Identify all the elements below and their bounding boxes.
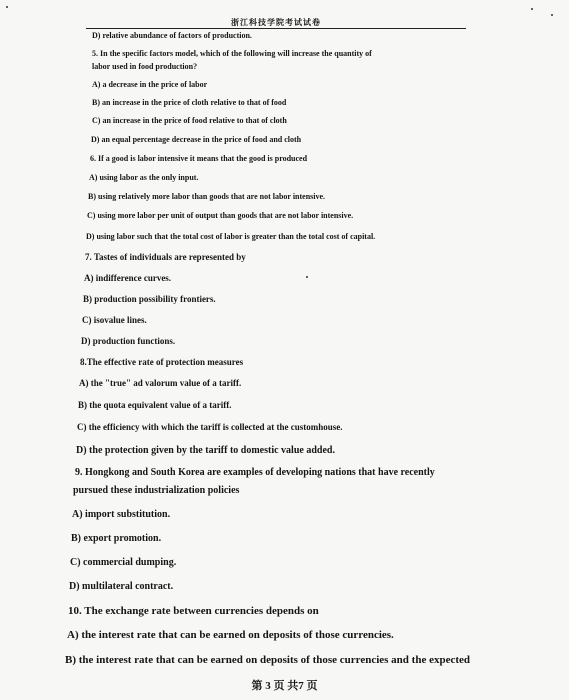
answer-option: B) using relatively more labor than goods that are not labor intensive.	[88, 192, 326, 201]
question-text: 6. If a good is labor intensive it means that the good is produced	[90, 154, 308, 163]
answer-option: B) an increase in the price of cloth relative to that of food	[92, 98, 287, 107]
answer-option: D) using labor such that the total cost of labor is greater than the total cost of capital.	[86, 232, 376, 241]
answer-option: D) an equal percentage decrease in the price of food and cloth	[91, 135, 302, 144]
header-divider	[86, 28, 466, 29]
question-text: 10. The exchange rate between currencies depends on	[68, 605, 319, 617]
answer-option: C) isovalue lines.	[82, 315, 147, 325]
answer-option: D) production functions.	[81, 336, 176, 346]
scan-speck	[551, 14, 553, 16]
answer-option: B) export promotion.	[71, 533, 162, 544]
question-text: 8.The effective rate of protection measures	[80, 357, 244, 367]
answer-option: B) the quota equivalent value of a tariff.	[78, 400, 232, 410]
question-text: 7. Tastes of individuals are represented by	[85, 252, 246, 262]
answer-option: D) the protection given by the tariff to domestic value added.	[76, 445, 335, 456]
scan-speck	[6, 6, 8, 8]
answer-option: A) the interest rate that can be earned on deposits of those currencies.	[67, 629, 394, 641]
answer-option: C) the efficiency with which the tariff is collected at the customhouse.	[77, 422, 343, 432]
answer-option: A) using labor as the only input.	[89, 173, 199, 182]
answer-option: A) import substitution.	[72, 509, 171, 520]
answer-option: A) the "true" ad valorum value of a tariff.	[79, 378, 242, 388]
answer-option: B) the interest rate that can be earned on deposits of those currencies and the expected	[65, 654, 471, 666]
answer-option: B) production possibility frontiers.	[83, 294, 216, 304]
scan-speck	[531, 8, 533, 10]
question-text: labor used in food production?	[92, 62, 198, 71]
answer-option: C) commercial dumping.	[70, 557, 177, 568]
answer-option: A) indifference curves.	[84, 273, 172, 283]
answer-option: A) a decrease in the price of labor	[92, 80, 208, 89]
question-text: pursued these industrialization policies	[73, 485, 240, 496]
answer-option: D) multilateral contract.	[69, 581, 174, 592]
question-text: 9. Hongkong and South Korea are examples of developing nations that have recently	[75, 467, 435, 478]
answer-option: C) using more labor per unit of output than goods that are not labor intensive.	[87, 211, 354, 220]
page-number: 第 3 页 共7 页	[251, 680, 318, 692]
question-text: 5. In the specific factors model, which of the following will increase the quantity of	[92, 49, 372, 58]
exam-header-title: 浙江科技学院考试试卷	[231, 18, 321, 27]
scan-speck	[306, 276, 308, 278]
answer-option: C) an increase in the price of food relative to that of cloth	[92, 116, 287, 125]
answer-option: D) relative abundance of factors of production.	[92, 31, 252, 40]
